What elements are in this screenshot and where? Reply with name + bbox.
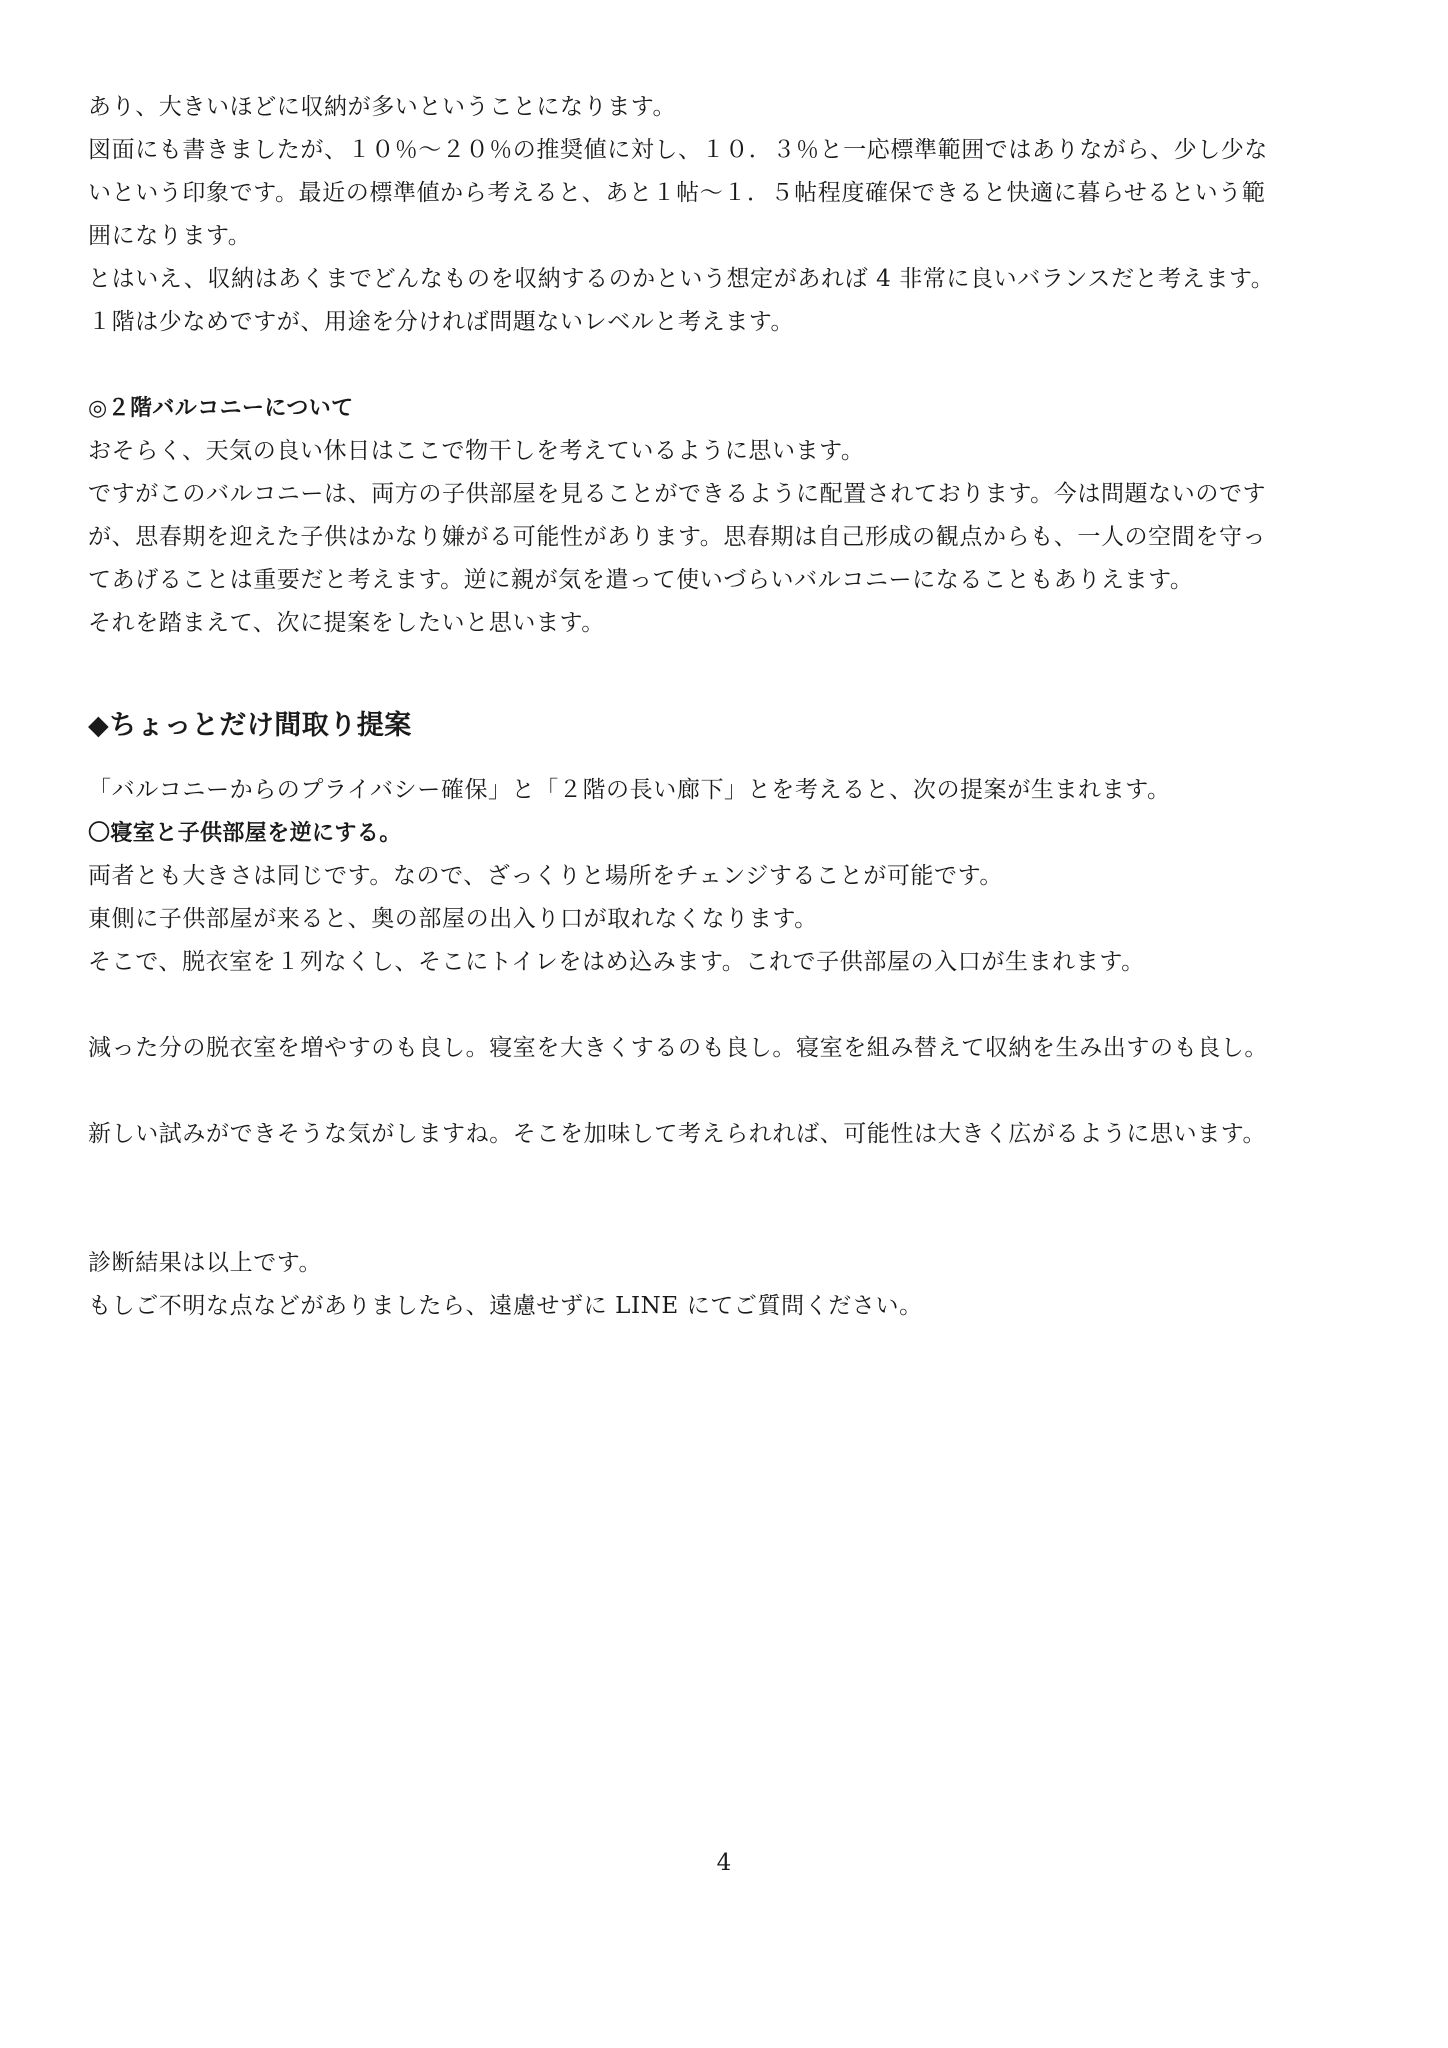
body-line: ですがこのバルコニーは、両方の子供部屋を見ることができるように配置されております。今は問題ないのです [88, 481, 1267, 507]
spacer [88, 1070, 1378, 1113]
body-line: おそらく、天気の良い休日はここで物干しを考えているように思います。 [88, 438, 865, 464]
spacer [88, 749, 1378, 769]
body-line: が、思春期を迎えた子供はかなり嫌がる可能性があります。思春期は自己形成の観点からも、一人の空間を守っ [88, 524, 1267, 550]
body-line: そこで、脱衣室を１列なくし、そこにトイレをはめ込みます。これで子供部屋の入口が生まれます。 [88, 949, 1145, 975]
body-line: とはいえ、収納はあくまでどんなものを収納するのかという想定があれば 4 非常に良いバランスだと考えます。 [88, 266, 1275, 292]
section-title-balcony: ◎２階バルコニーについて [88, 396, 354, 421]
spacer [88, 344, 1378, 387]
body-line: 東側に子供部屋が来ると、奥の部屋の出入り口が取れなくなります。 [88, 906, 818, 932]
document-page [88, 86, 1378, 1328]
body-line: それを踏まえて、次に提案をしたいと思います。 [88, 610, 605, 636]
body-line: 囲になります。 [88, 223, 252, 249]
conclusion-line: 診断結果は以上です。 [88, 1250, 323, 1276]
spacer [88, 984, 1378, 1027]
body-line: 減った分の脱衣室を増やすのも良し。寝室を大きくするのも良し。寝室を組み替えて収納を生み出すのも良し。 [88, 1035, 1268, 1061]
body-line: 「バルコニーからのプライバシー確保」と「２階の長い廊下」とを考えると、次の提案が生まれます。 [88, 777, 1171, 803]
body-line: てあげることは重要だと考えます。逆に親が気を遣って使いづらいバルコニーになることもありえます。 [88, 567, 1194, 593]
body-line: 新しい試みができそうな気がしますね。そこを加味して考えられれば、可能性は大きく広がるように思います。 [88, 1121, 1267, 1147]
section-heading-proposal: ◆ちょっとだけ間取り提案 [88, 710, 412, 741]
proposal-subheading: 〇寝室と子供部屋を逆にする。 [88, 821, 402, 846]
body-line: いという印象です。最近の標準値から考えると、あと１帖～１．５帖程度確保できると快適に暮らせるという範 [88, 180, 1266, 206]
body-line: 両者とも大きさは同じです。なので、ざっくりと場所をチェンジすることが可能です。 [88, 863, 1003, 889]
conclusion-line: もしご不明な点などがありましたら、遠慮せずに LINE にてご質問ください。 [88, 1293, 923, 1319]
body-line: あり、大きいほどに収納が多いということになります。 [88, 94, 677, 120]
body-line: 図面にも書きましたが、１０％～２０％の推奨値に対し、１０．３％と一応標準範囲ではありながら、少し少な [88, 137, 1268, 163]
spacer [88, 1156, 1378, 1242]
page-number: 4 [716, 1850, 732, 1876]
body-line: １階は少なめですが、用途を分ければ問題ないレベルと考えます。 [88, 309, 795, 335]
spacer [88, 645, 1378, 703]
